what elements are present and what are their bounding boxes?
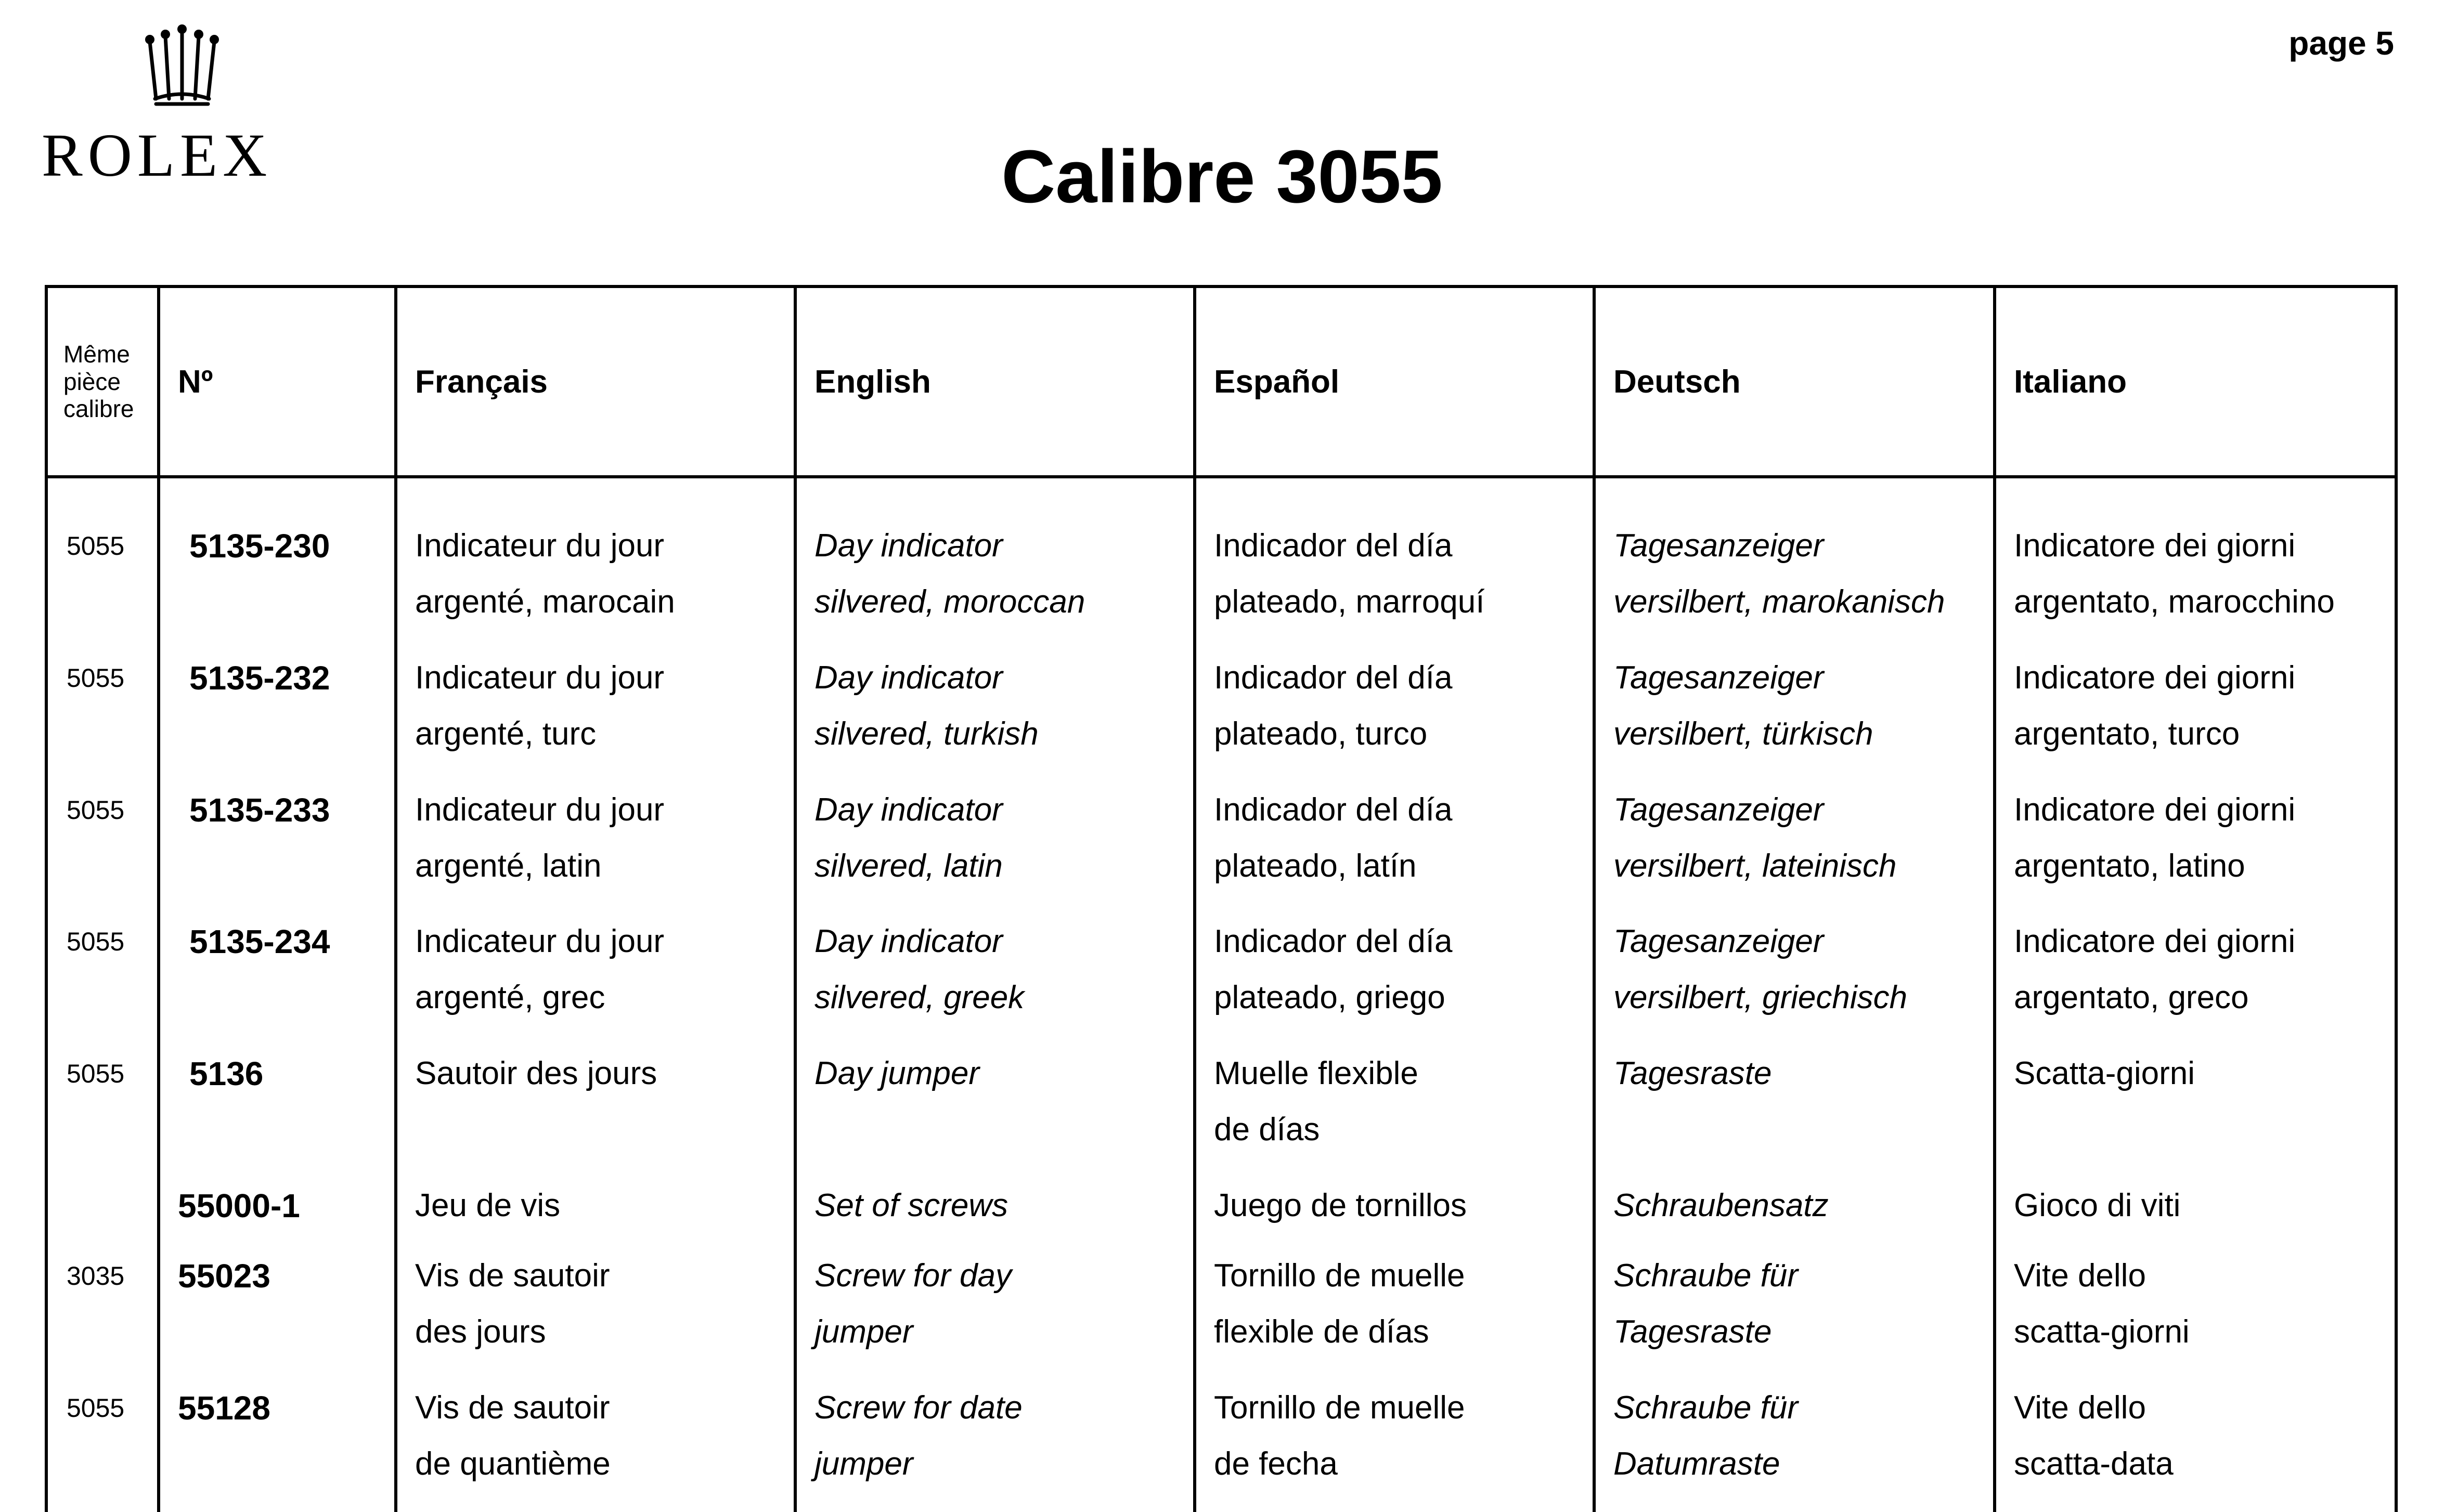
espanol-line: Indicador del día bbox=[1214, 923, 1453, 960]
espanol-line: Tornillo de muelle bbox=[1214, 1258, 1465, 1294]
espanol-line: de fecha bbox=[1214, 1446, 1338, 1482]
english-line: silvered, greek bbox=[814, 980, 1025, 1016]
same-part-cell: 3035 bbox=[46, 1248, 159, 1380]
italiano-line: scatta-giorni bbox=[2014, 1314, 2190, 1350]
espanol-line: plateado, griego bbox=[1214, 980, 1445, 1016]
italiano-line: Indicatore dei giorni bbox=[2014, 923, 2296, 960]
deutsch-line: Tagesanzeiger bbox=[1613, 791, 1824, 828]
espanol-line: plateado, latín bbox=[1214, 848, 1417, 884]
deutsch-line: versilbert, griechisch bbox=[1613, 980, 1908, 1016]
header-english: English bbox=[795, 286, 1195, 477]
espanol-cell bbox=[1195, 1380, 1594, 1512]
same-part-cell: 5055 bbox=[46, 1046, 159, 1178]
english-line: jumper bbox=[814, 1446, 913, 1482]
francais-line: Sautoir des jours bbox=[415, 1055, 657, 1092]
italiano-cell bbox=[1995, 1178, 2396, 1248]
table-row bbox=[46, 1248, 2396, 1380]
deutsch-line: Tagesanzeiger bbox=[1613, 528, 1824, 564]
same-part-cell: 5055 bbox=[46, 650, 159, 782]
espanol-cell bbox=[1195, 914, 1594, 1046]
espanol-line: Tornillo de muelle bbox=[1214, 1390, 1465, 1426]
francais-cell bbox=[396, 1178, 795, 1248]
italiano-cell bbox=[1995, 782, 2396, 914]
english-cell bbox=[795, 782, 1195, 914]
english-line: Set of screws bbox=[814, 1187, 1008, 1223]
table-row bbox=[46, 650, 2396, 782]
deutsch-line: versilbert, lateinisch bbox=[1613, 848, 1897, 884]
italiano-cell bbox=[1995, 914, 2396, 1046]
italiano-cell bbox=[1995, 518, 2396, 650]
italiano-cell bbox=[1995, 650, 2396, 782]
espanol-line: Muelle flexible bbox=[1214, 1055, 1418, 1092]
italiano-line: scatta-data bbox=[2014, 1446, 2174, 1482]
header-same-part-line: calibre bbox=[63, 395, 134, 423]
espanol-line: Indicador del día bbox=[1214, 659, 1453, 696]
header-francais: Français bbox=[396, 286, 795, 477]
english-cell bbox=[795, 1248, 1195, 1380]
italiano-line: Indicatore dei giorni bbox=[2014, 791, 2296, 828]
english-line: Screw for date bbox=[814, 1390, 1023, 1426]
header-same-part-line: Même bbox=[63, 340, 130, 368]
deutsch-line: Tagesraste bbox=[1613, 1314, 1772, 1350]
header-number: Nº bbox=[159, 286, 396, 477]
espanol-line: de días bbox=[1214, 1112, 1320, 1148]
deutsch-line: Datumraste bbox=[1613, 1446, 1780, 1482]
table-row bbox=[46, 782, 2396, 914]
deutsch-line: Schraube für bbox=[1613, 1258, 1798, 1294]
table-row bbox=[46, 1178, 2396, 1248]
table-header-row bbox=[46, 286, 2396, 477]
deutsch-line: versilbert, türkisch bbox=[1613, 715, 1873, 752]
deutsch-cell bbox=[1594, 1178, 1995, 1248]
english-cell bbox=[795, 518, 1195, 650]
same-part-cell: 5055 bbox=[46, 914, 159, 1046]
espanol-line: Indicador del día bbox=[1214, 528, 1453, 564]
english-line: silvered, latin bbox=[814, 848, 1003, 884]
espanol-line: plateado, marroquí bbox=[1214, 584, 1485, 620]
italiano-cell bbox=[1995, 1380, 2396, 1512]
espanol-cell bbox=[1195, 518, 1594, 650]
header-same-part-line: pièce bbox=[63, 368, 121, 395]
english-line: Day jumper bbox=[814, 1055, 979, 1092]
italiano-line: Indicatore dei giorni bbox=[2014, 528, 2296, 564]
francais-line: argenté, marocain bbox=[415, 584, 675, 620]
francais-line: Vis de sautoir bbox=[415, 1390, 610, 1426]
part-number-cell: 5135-233 bbox=[159, 782, 396, 914]
francais-line: Jeu de vis bbox=[415, 1187, 561, 1223]
deutsch-line: Schraube für bbox=[1613, 1390, 1798, 1426]
italiano-line: Indicatore dei giorni bbox=[2014, 659, 2296, 696]
english-line: Day indicator bbox=[814, 528, 1003, 564]
francais-line: Indicateur du jour bbox=[415, 923, 665, 960]
deutsch-line: versilbert, marokanisch bbox=[1613, 584, 1945, 620]
english-line: Screw for day bbox=[814, 1258, 1012, 1294]
espanol-cell bbox=[1195, 1248, 1594, 1380]
header-same-part bbox=[46, 286, 159, 477]
deutsch-line: Tagesanzeiger bbox=[1613, 659, 1824, 696]
table-row bbox=[46, 1046, 2396, 1178]
francais-line bbox=[415, 1102, 794, 1158]
part-number-cell: 5135-234 bbox=[159, 914, 396, 1046]
italiano-line: argentato, greco bbox=[2014, 980, 2249, 1016]
crown-icon bbox=[140, 21, 224, 109]
english-line: Day indicator bbox=[814, 659, 1003, 696]
italiano-line: Vite dello bbox=[2014, 1258, 2146, 1294]
italiano-cell bbox=[1995, 1046, 2396, 1178]
francais-line: des jours bbox=[415, 1314, 546, 1350]
deutsch-cell bbox=[1594, 782, 1995, 914]
header-espanol: Español bbox=[1195, 286, 1594, 477]
header-italiano: Italiano bbox=[1995, 286, 2396, 477]
table-row bbox=[46, 914, 2396, 1046]
deutsch-line: Schraubensatz bbox=[1613, 1187, 1829, 1223]
english-line: Day indicator bbox=[814, 923, 1003, 960]
part-number-cell: 55000-1 bbox=[159, 1178, 396, 1248]
italiano-line: argentato, latino bbox=[2014, 848, 2245, 884]
italiano-line: argentato, turco bbox=[2014, 715, 2240, 752]
deutsch-cell bbox=[1594, 518, 1995, 650]
table-row bbox=[46, 1380, 2396, 1512]
page-title: Calibre 3055 bbox=[1001, 135, 1443, 218]
english-cell bbox=[795, 914, 1195, 1046]
francais-cell bbox=[396, 1046, 795, 1178]
english-cell bbox=[795, 1380, 1195, 1512]
english-line: silvered, moroccan bbox=[814, 584, 1085, 620]
english-line: silvered, turkish bbox=[814, 715, 1039, 752]
francais-cell bbox=[396, 1248, 795, 1380]
francais-line: Indicateur du jour bbox=[415, 528, 665, 564]
deutsch-line: Tagesanzeiger bbox=[1613, 923, 1824, 960]
italiano-line: Gioco di viti bbox=[2014, 1187, 2181, 1223]
same-part-cell: 5055 bbox=[46, 518, 159, 650]
same-part-cell bbox=[46, 1178, 159, 1248]
francais-cell bbox=[396, 782, 795, 914]
espanol-line: plateado, turco bbox=[1214, 715, 1428, 752]
francais-cell bbox=[396, 650, 795, 782]
francais-line: de quantième bbox=[415, 1446, 611, 1482]
part-number-cell: 5136 bbox=[159, 1046, 396, 1178]
espanol-cell bbox=[1195, 650, 1594, 782]
part-number-cell: 5135-232 bbox=[159, 650, 396, 782]
english-line: jumper bbox=[814, 1314, 913, 1350]
italiano-line: Scatta-giorni bbox=[2014, 1055, 2195, 1092]
header-deutsch: Deutsch bbox=[1594, 286, 1995, 477]
francais-cell bbox=[396, 518, 795, 650]
espanol-line: flexible de días bbox=[1214, 1314, 1429, 1350]
francais-cell bbox=[396, 1380, 795, 1512]
english-cell bbox=[795, 1178, 1195, 1248]
francais-line: argenté, latin bbox=[415, 848, 602, 884]
espanol-cell bbox=[1195, 782, 1594, 914]
part-number-cell: 5135-230 bbox=[159, 518, 396, 650]
espanol-line: Juego de tornillos bbox=[1214, 1187, 1467, 1223]
english-cell bbox=[795, 650, 1195, 782]
italiano-line: argentato, marocchino bbox=[2014, 584, 2335, 620]
deutsch-cell bbox=[1594, 650, 1995, 782]
francais-line: Vis de sautoir bbox=[415, 1258, 610, 1294]
espanol-cell bbox=[1195, 1178, 1594, 1248]
english-cell bbox=[795, 1046, 1195, 1178]
table-row bbox=[46, 518, 2396, 650]
italiano-cell bbox=[1995, 1248, 2396, 1380]
italiano-line: Vite dello bbox=[2014, 1390, 2146, 1426]
page-number: page 5 bbox=[2288, 24, 2394, 62]
francais-cell bbox=[396, 914, 795, 1046]
part-number-cell: 55128 bbox=[159, 1380, 396, 1512]
francais-line: argenté, grec bbox=[415, 980, 605, 1016]
deutsch-cell bbox=[1594, 1380, 1995, 1512]
deutsch-cell bbox=[1594, 914, 1995, 1046]
english-line: Day indicator bbox=[814, 791, 1003, 828]
part-number-cell: 55023 bbox=[159, 1248, 396, 1380]
deutsch-line: Tagesraste bbox=[1613, 1055, 1772, 1092]
same-part-cell: 5055 bbox=[46, 1380, 159, 1512]
parts-table bbox=[45, 285, 2398, 1512]
deutsch-cell bbox=[1594, 1046, 1995, 1178]
espanol-line: Indicador del día bbox=[1214, 791, 1453, 828]
brand-name: ROLEX bbox=[42, 121, 273, 189]
francais-line: Indicateur du jour bbox=[415, 659, 665, 696]
francais-line: Indicateur du jour bbox=[415, 791, 665, 828]
francais-line: argenté, turc bbox=[415, 715, 597, 752]
espanol-cell bbox=[1195, 1046, 1594, 1178]
same-part-cell: 5055 bbox=[46, 782, 159, 914]
deutsch-cell bbox=[1594, 1248, 1995, 1380]
